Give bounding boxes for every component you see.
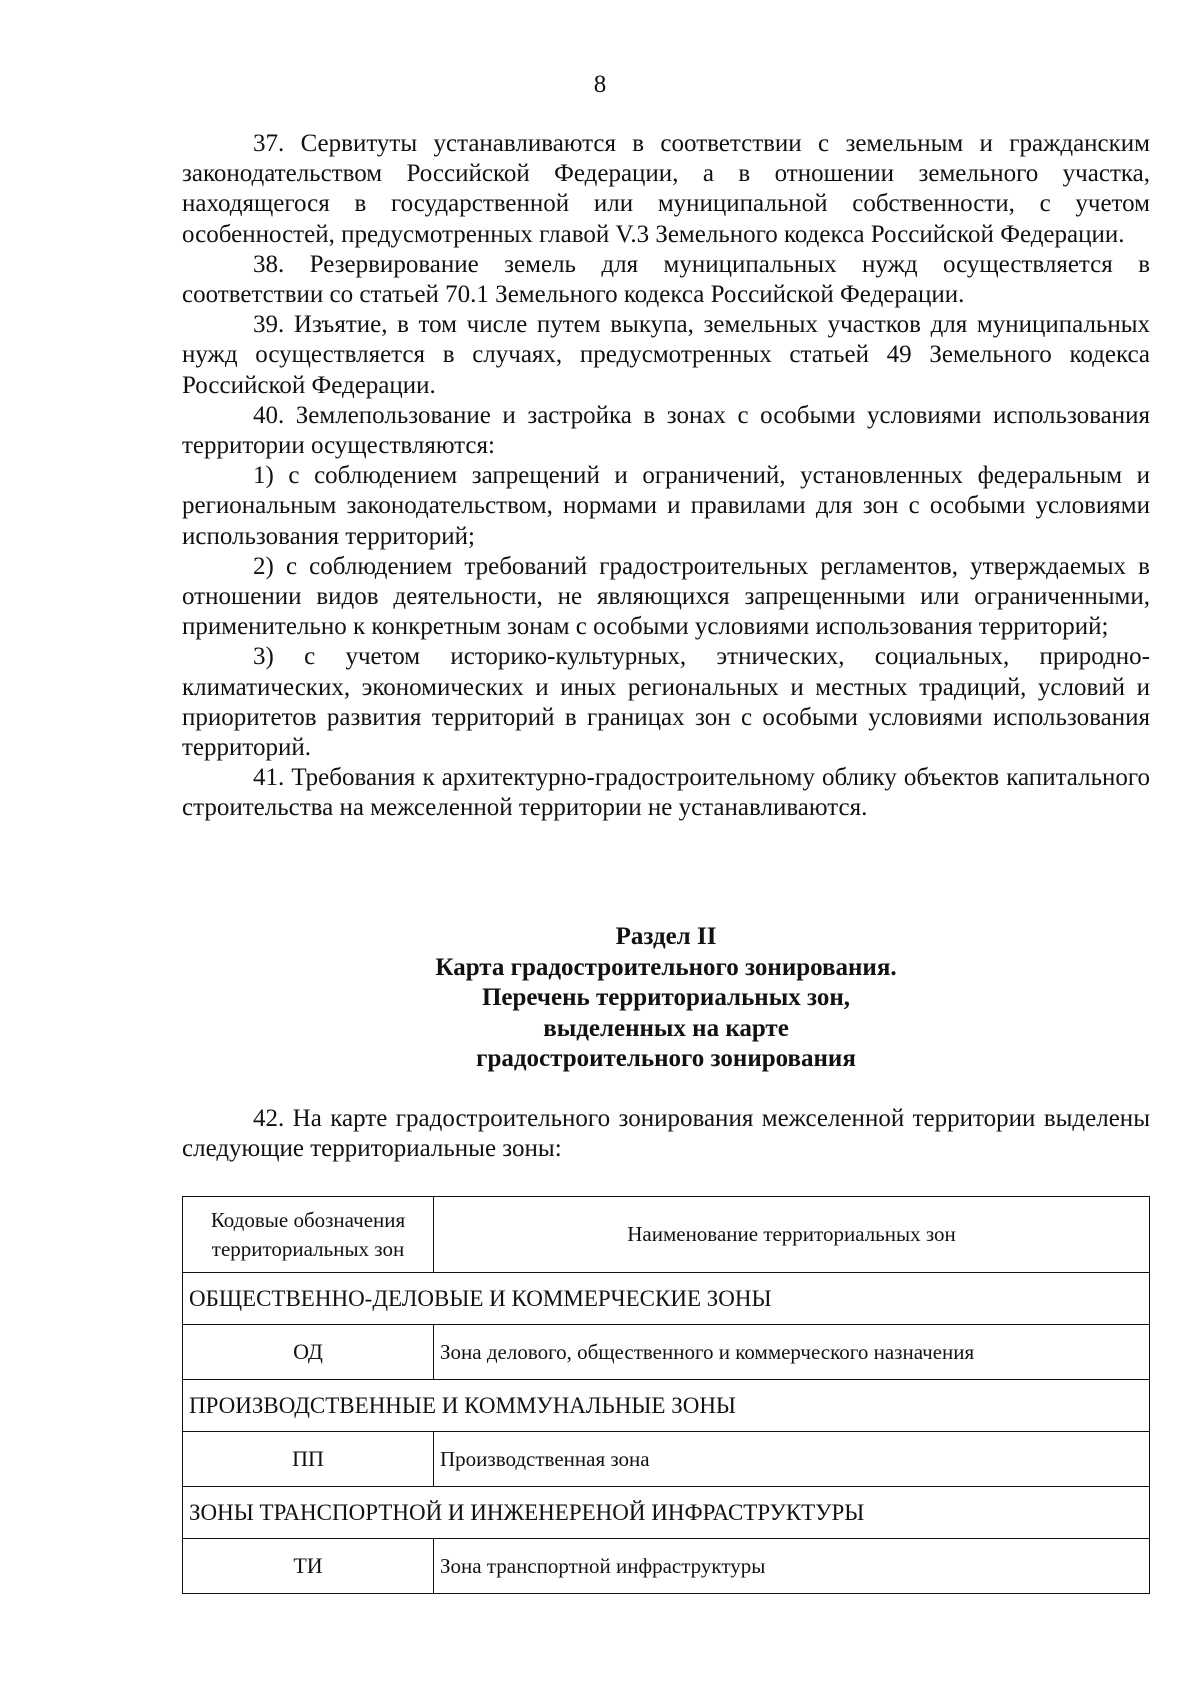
group-title: ОБЩЕСТВЕННО-ДЕЛОВЫЕ И КОММЕРЧЕСКИЕ ЗОНЫ: [183, 1273, 1150, 1325]
table-group-row: [183, 1487, 1150, 1539]
header-code-cell: [183, 1197, 434, 1273]
zone-name: Зона делового, общественного и коммерческого назначения: [434, 1325, 1150, 1380]
zone-code: ТИ: [183, 1539, 434, 1594]
paragraph-40-item-1: 1) с соблюдением запрещений и ограничений, установленных федеральным и региональным законодательством, нормами и правилами для зон с особыми условиями использования территорий;: [182, 462, 1150, 550]
zones-table: [182, 1196, 1150, 1594]
paragraph-40: 40. Землепользование и застройка в зонах с особыми условиями использования территории осуществляются:: [182, 401, 1150, 460]
paragraph-37: 37. Сервитуты устанавливаются в соответствии с земельным и гражданским законодательством Российской Федерации, а в отношении земельного участка, находящегося в государственной или муниципальной собственности, с учетом особенностей, предусмотренных главой V.3 Земельного кодекса Российской Федерации.: [182, 130, 1150, 248]
intro-text: [182, 1104, 1150, 1164]
section-subtitle-line: Перечень территориальных зон,: [481, 984, 851, 1011]
zone-name: Производственная зона: [434, 1432, 1150, 1487]
section-subtitle-line: градостроительного зонирования: [476, 1045, 856, 1072]
table-row: [183, 1432, 1150, 1487]
paragraph-40-item-2: 2) с соблюдением требований градостроительных регламентов, утверждаемых в отношении видов деятельности, не являющихся запрещенными или ограниченными, применительно к конкретным зонам с особыми условиями использования территорий;: [182, 552, 1150, 641]
group-title: ПРОИЗВОДСТВЕННЫЕ И КОММУНАЛЬНЫЕ ЗОНЫ: [183, 1380, 1150, 1432]
section-heading: [182, 922, 1150, 1075]
header-code-line: территориальных зон: [211, 1236, 405, 1261]
zone-code: ПП: [183, 1432, 434, 1487]
table-group-row: [183, 1380, 1150, 1432]
table-header-row: [183, 1197, 1150, 1273]
table-group-row: [183, 1273, 1150, 1325]
table-row: [183, 1325, 1150, 1380]
table-row: [183, 1539, 1150, 1594]
section-subtitle-line: выделенных на карте: [543, 1014, 789, 1042]
document-body: [182, 129, 1150, 824]
zone-code: ОД: [183, 1325, 434, 1380]
paragraph-38: 38. Резервирование земель для муниципальных нужд осуществляется в соответствии со статьей 70.1 Земельного кодекса Российской Федерации.: [182, 250, 1150, 309]
paragraph-40-item-3: 3) с учетом историко-культурных, этнических, социальных, природно-климатических, экономических и иных региональных и местных традиций, условий и приоритетов развития территорий в границах зон с особыми условиями использования территорий.: [182, 643, 1150, 762]
header-code-line: Кодовые обозначения: [210, 1207, 406, 1232]
page-number: 8: [593, 71, 607, 98]
header-name-cell: Наименование территориальных зон: [434, 1197, 1150, 1273]
paragraph-39: 39. Изъятие, в том числе путем выкупа, земельных участков для муниципальных нужд осуществляется в случаях, предусмотренных статьей 49 Земельного кодекса Российской Федерации.: [182, 311, 1150, 399]
section-subtitle-line: Карта градостроительного зонирования.: [435, 953, 897, 981]
paragraph-41: 41. Требования к архитектурно-градостроительному облику объектов капитального строительства на межселенной территории не устанавливаются.: [182, 764, 1150, 822]
zone-name: Зона транспортной инфраструктуры: [434, 1539, 1150, 1594]
group-title: ЗОНЫ ТРАНСПОРТНОЙ И ИНЖЕНЕРЕНОЙ ИНФРАСТРУКТУРЫ: [183, 1487, 1150, 1539]
paragraph-42: 42. На карте градостроительного зонирования межселенной территории выделены следующие территориальные зоны:: [182, 1105, 1150, 1162]
section-title: Раздел II: [615, 923, 717, 950]
